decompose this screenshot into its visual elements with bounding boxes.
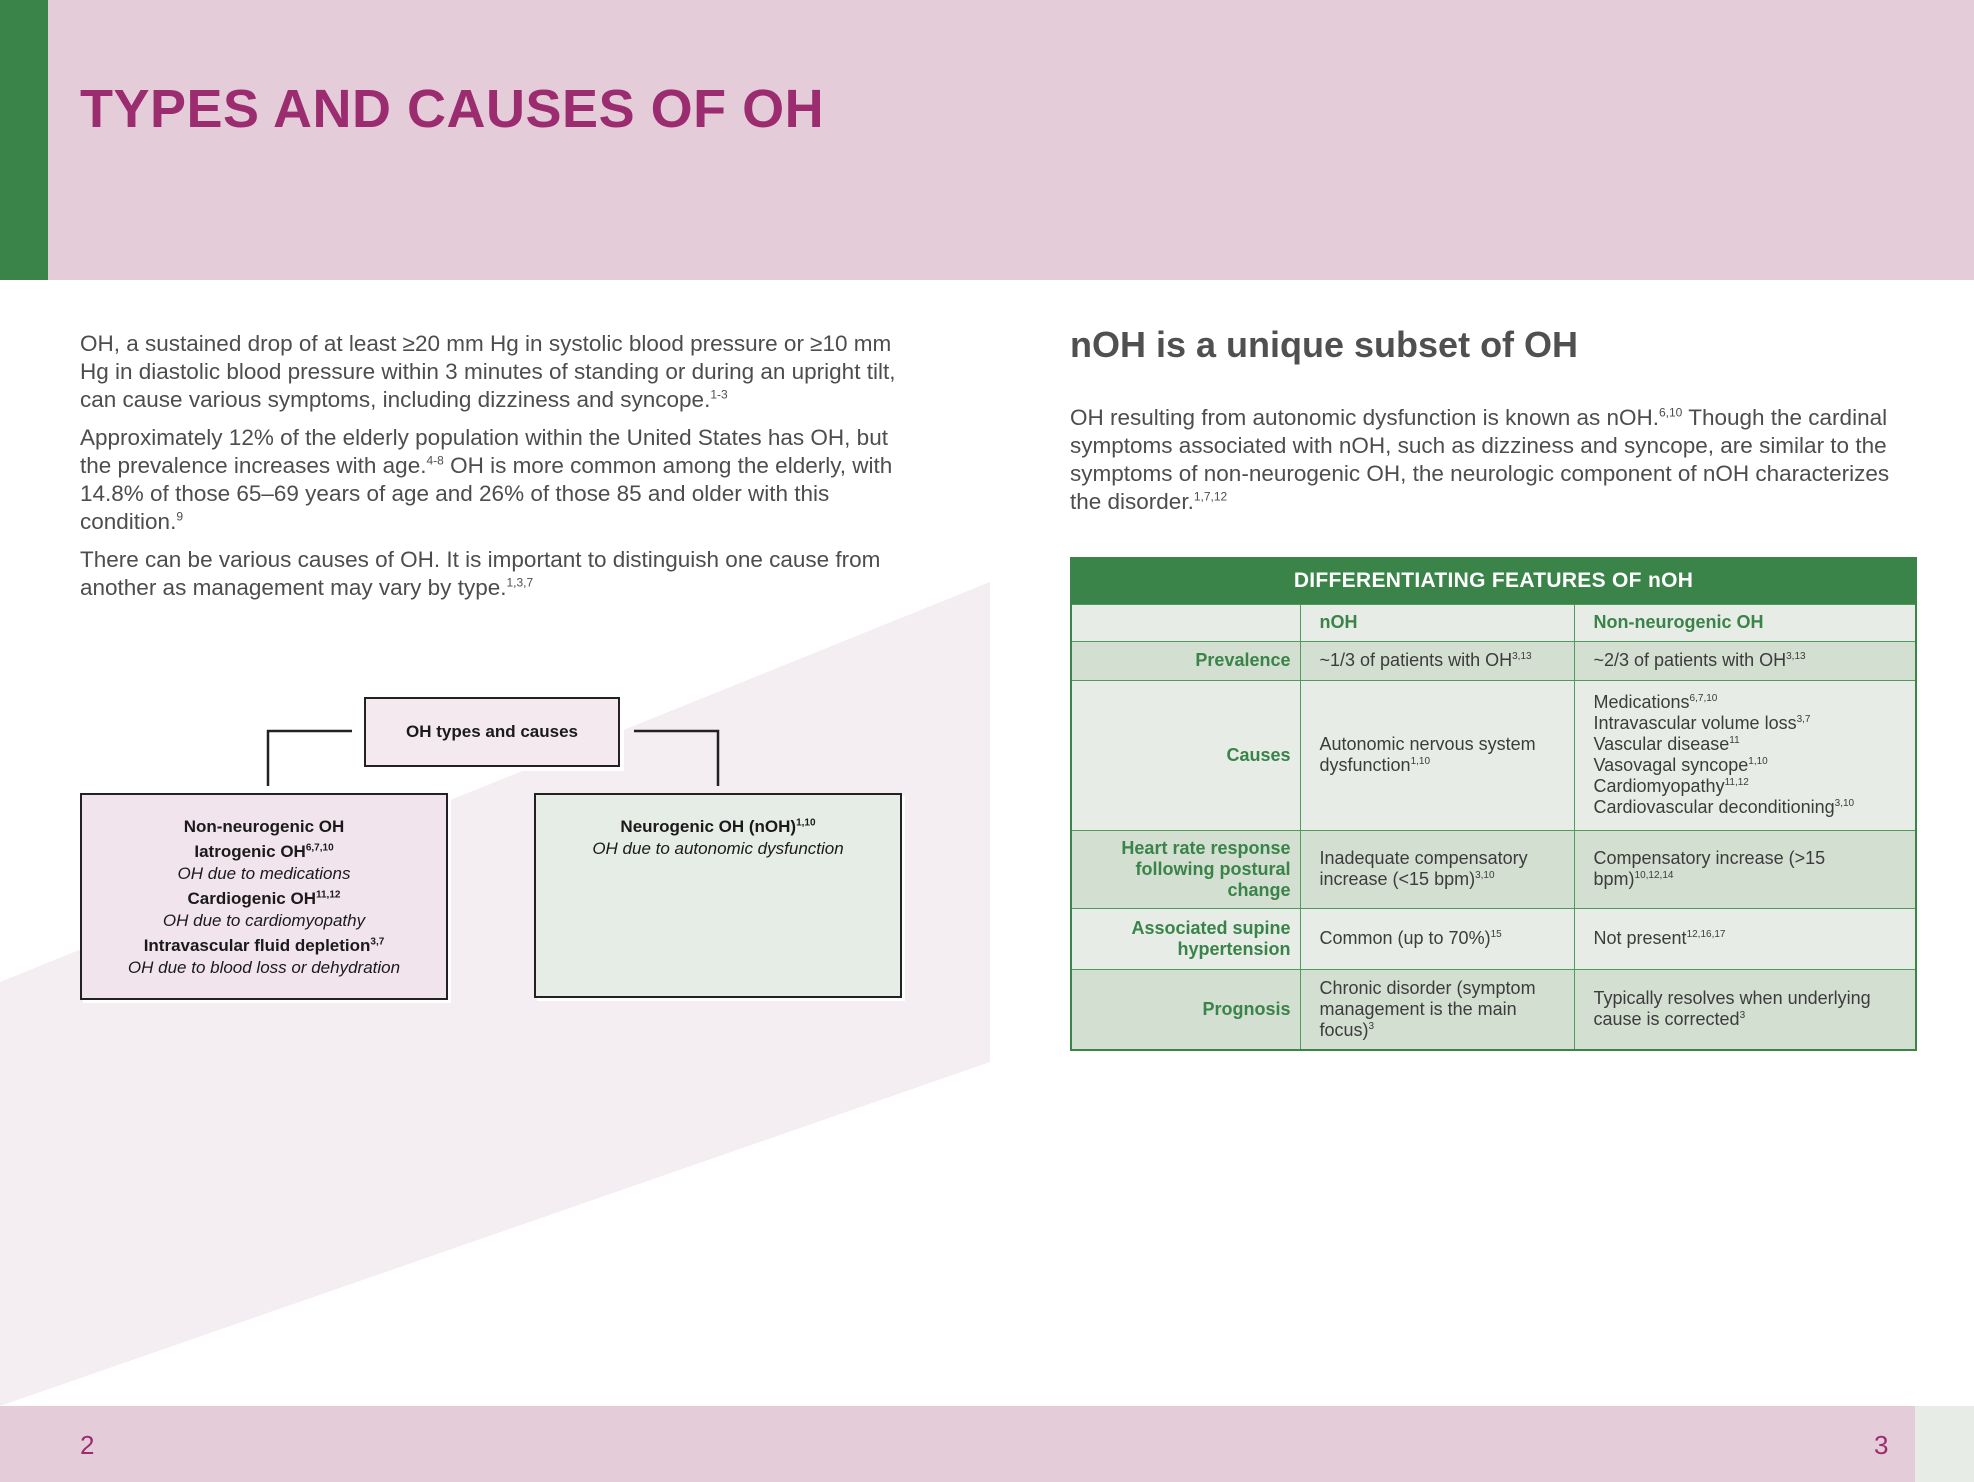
footer-tab [1915, 1406, 1974, 1482]
table-title: DIFFERENTIATING FEATURES OF nOH [1071, 558, 1916, 604]
table-row-causes [1071, 680, 1916, 830]
intro-text [80, 330, 910, 612]
iatrogenic-name [82, 841, 446, 863]
table-corner-cell [1071, 604, 1300, 641]
cause-name: Cardiogenic OH [187, 889, 316, 908]
subset-heading: nOH is a unique subset of OH [1070, 324, 1579, 365]
cardiogenic-desc: OH due to cardiomyopathy [162, 911, 366, 930]
citation: 3 [1739, 1010, 1746, 1022]
neurogenic-heading [536, 816, 900, 838]
citation: 3,7 [1796, 714, 1811, 725]
citation: 12,16,17 [1686, 929, 1726, 940]
cell-text: Chronic disorder (symptom management is the main focus) [1319, 977, 1536, 1040]
citation: 3,13 [1512, 651, 1532, 662]
non-neurogenic-heading: Non-neurogenic OH [183, 817, 345, 836]
intro-p1-text: OH, a sustained drop of at least ≥20 mm Hg in systolic blood pressure or ≥10 mm Hg in diastolic blood pressure within 3 minutes of standing or during an upright tilt, can cause various symptoms, including dizziness and syncope. [80, 331, 896, 412]
intro-p2a-text: Approximately 12% of the elderly population within the United States has OH, but the prevalence increases with age. [80, 425, 888, 478]
cell-heart-rate-non [1574, 830, 1916, 908]
cell-text: ~1/3 of patients with OH [1319, 650, 1513, 670]
cause-list-item [1594, 692, 1906, 713]
column-header-noh: nOH [1300, 604, 1574, 641]
iatrogenic-desc: OH due to medications [177, 864, 351, 883]
cause-list-item [1594, 713, 1906, 734]
neurogenic-desc: OH due to autonomic dysfunction [592, 839, 844, 858]
page-number-left: 2 [80, 1430, 95, 1460]
citation: 1,10 [796, 817, 816, 829]
citation: 3,13 [1786, 651, 1806, 662]
row-label-supine: Associated supine hypertension [1071, 908, 1300, 969]
subset-text-b: Though the cardinal symptoms associated with nOH, such as dizziness and syncope, are similar to the symptoms of non-neurogenic OH, the neurologic component of nOH characterizes the disorder. [1070, 405, 1890, 514]
cause-list-item [1594, 734, 1906, 755]
intro-p2b-text: OH is more common among the elderly, with 14.8% of those 65–69 years of age and 26% of those 85 and older with this condition. [80, 453, 893, 534]
citation: 1,10 [1748, 756, 1768, 767]
differentiating-features-table [1070, 557, 1917, 1051]
cell-supine-noh [1300, 908, 1574, 969]
cell-supine-non [1574, 908, 1916, 969]
cause-list-item [1594, 776, 1906, 797]
citation: 3,10 [1475, 870, 1495, 881]
cell-text: Intravascular volume loss [1593, 713, 1797, 733]
cell-causes-non [1574, 680, 1916, 830]
cell-heart-rate-noh [1300, 830, 1574, 908]
intro-p3-text: There can be various causes of OH. It is important to distinguish one cause from another as management may vary by type. [80, 547, 881, 600]
citation: 11,12 [1724, 777, 1749, 788]
cell-prevalence-noh [1300, 641, 1574, 680]
intro-paragraph-3 [80, 546, 910, 602]
citation: 1,7,12 [1193, 489, 1228, 504]
row-label-prevalence: Prevalence [1071, 641, 1300, 680]
column-header-non-neurogenic: Non-neurogenic OH [1574, 604, 1916, 641]
citation: 1-3 [710, 387, 728, 402]
citation: 15 [1490, 929, 1502, 940]
citation: 3 [1368, 1020, 1375, 1032]
citation: 11 [1729, 735, 1740, 746]
cell-text: ~2/3 of patients with OH [1593, 650, 1787, 670]
citation: 4-8 [426, 453, 444, 468]
cell-text: Compensatory increase (>15 bpm) [1593, 848, 1826, 889]
table-title-row [1071, 558, 1916, 604]
citation: 11,12 [315, 889, 341, 901]
cell-text: Vascular disease [1593, 734, 1730, 754]
row-label-causes: Causes [1071, 680, 1300, 830]
table-row-prevalence [1071, 641, 1916, 680]
footer-band [0, 1406, 1915, 1482]
intro-paragraph-1 [80, 330, 910, 414]
cell-text: Inadequate compensatory increase (<15 bpm) [1319, 848, 1528, 889]
cause-list-item [1594, 755, 1906, 776]
page-number-right: 3 [1874, 1430, 1889, 1460]
cell-text: Cardiovascular deconditioning [1593, 797, 1835, 817]
table-row-supine [1071, 908, 1916, 969]
table-row-heart-rate [1071, 830, 1916, 908]
cell-text: Medications [1593, 692, 1690, 712]
cell-text: Vasovagal syncope [1593, 755, 1749, 775]
neurogenic-box [534, 793, 902, 998]
cell-prevalence-non [1574, 641, 1916, 680]
non-neurogenic-box [80, 793, 448, 1000]
page-title: TYPES AND CAUSES OF OH [80, 79, 825, 139]
citation: 3,10 [1834, 798, 1855, 809]
cardiogenic-name [82, 888, 446, 910]
fluid-depletion-name [82, 935, 446, 957]
cause-name: Iatrogenic OH [194, 842, 306, 861]
cause-list-item [1594, 797, 1906, 818]
intro-paragraph-2 [80, 424, 910, 536]
diagram-title-box: OH types and causes [364, 697, 620, 767]
citation: 6,10 [1659, 405, 1683, 420]
cell-text: Typically resolves when underlying cause is corrected [1593, 988, 1871, 1030]
citation: 1,10 [1410, 756, 1431, 767]
row-label-heart-rate: Heart rate response following postural change [1071, 830, 1300, 908]
citation: 9 [176, 509, 184, 524]
cell-text: Autonomic nervous system dysfunction [1319, 734, 1536, 775]
cell-prognosis-non [1574, 969, 1916, 1050]
cause-name: Intravascular fluid depletion [143, 936, 371, 955]
fluid-depletion-desc: OH due to blood loss or dehydration [127, 958, 401, 977]
subset-text-a: OH resulting from autonomic dysfunction is known as nOH. [1070, 405, 1659, 430]
cell-prognosis-noh [1300, 969, 1574, 1050]
cell-text: Cardiomyopathy [1593, 776, 1725, 796]
citation: 6,7,10 [1689, 693, 1718, 704]
cell-causes-noh [1300, 680, 1574, 830]
subset-paragraph [1070, 404, 1900, 516]
citation: 10,12,14 [1634, 870, 1674, 881]
cell-text: Common (up to 70%) [1319, 928, 1491, 948]
cell-text: Not present [1593, 928, 1687, 948]
citation: 6,7,10 [305, 842, 334, 854]
row-label-prognosis: Prognosis [1071, 969, 1300, 1050]
table-header-row [1071, 604, 1916, 641]
citation: 1,3,7 [506, 575, 534, 590]
citation: 3,7 [370, 936, 385, 948]
table-row-prognosis [1071, 969, 1916, 1050]
neurogenic-heading-text: Neurogenic OH (nOH) [620, 817, 797, 836]
